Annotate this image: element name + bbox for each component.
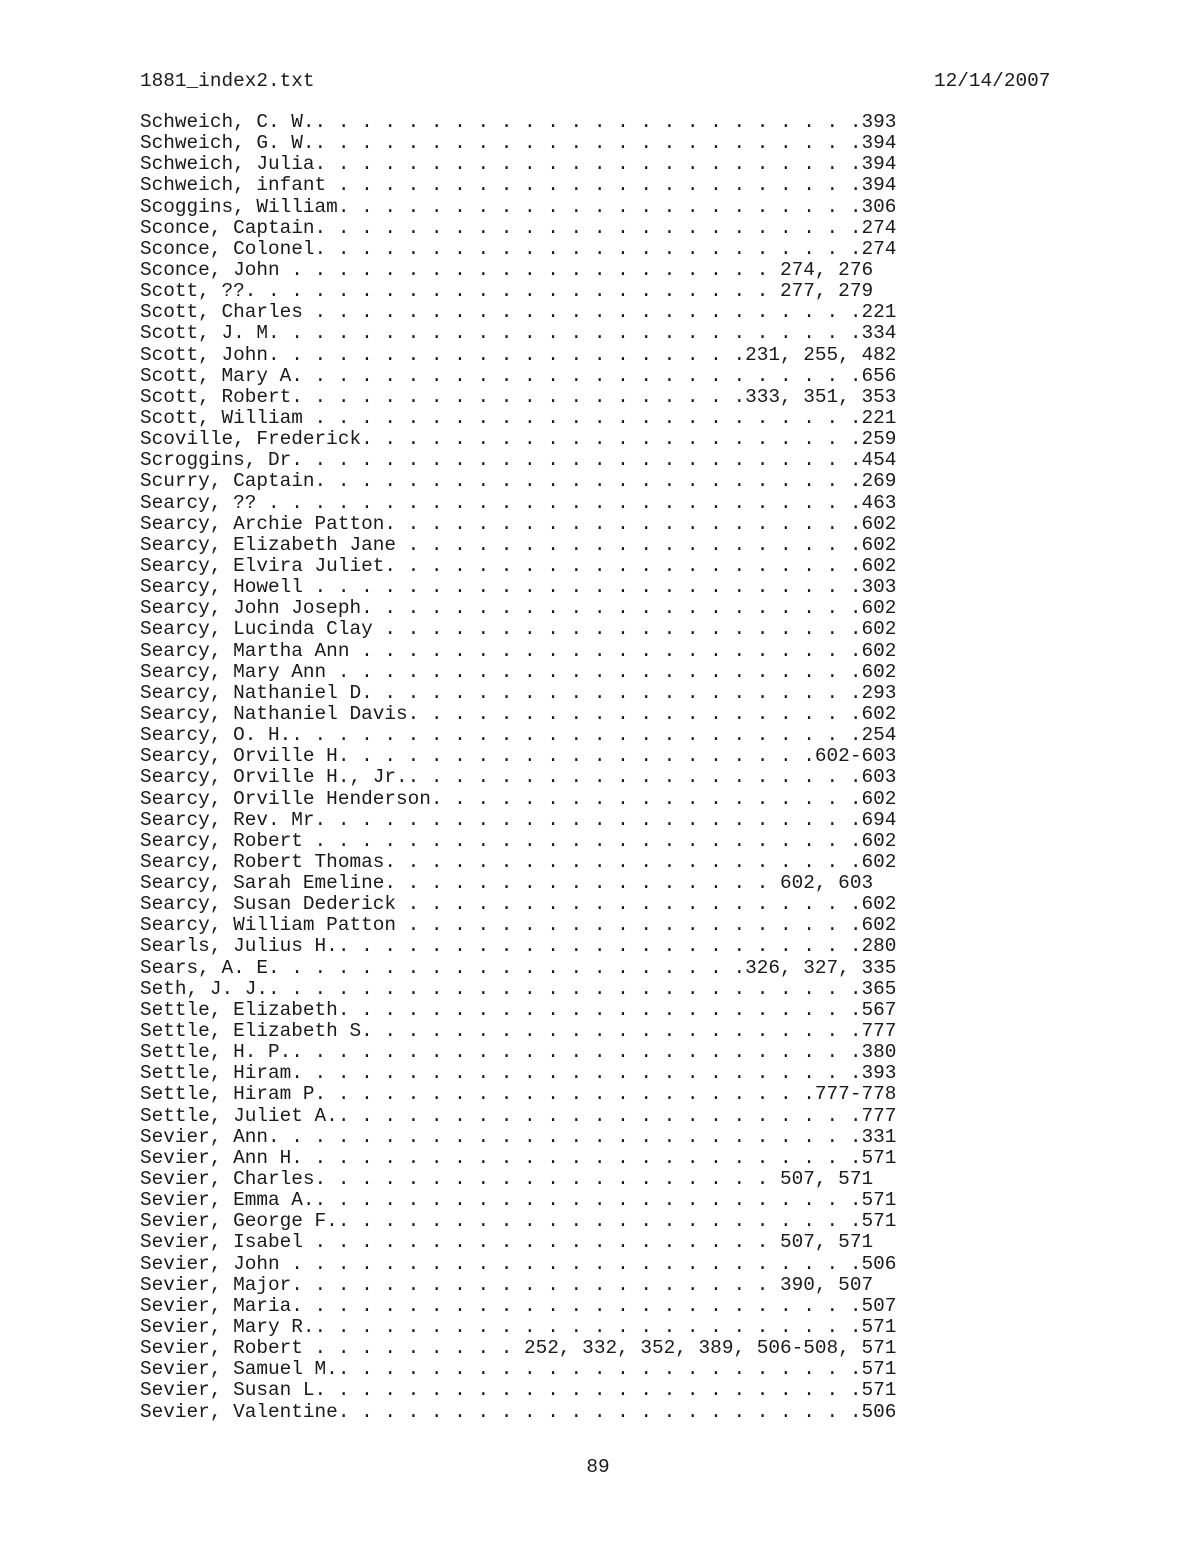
index-entry: Searcy, John Joseph. . . . . . . . . . . . . . . . . . . . . .602 — [140, 597, 897, 620]
index-entry: Sevier, Ann H. . . . . . . . . . . . . . . . . . . . . . . . .571 — [140, 1146, 897, 1169]
index-entry: Searcy, Sarah Emeline. . . . . . . . . . . . . . . . . 602, 603 — [140, 872, 874, 895]
index-entries-list — [140, 112, 896, 1423]
index-entry: Sears, A. E. . . . . . . . . . . . . . . . . . . . .326, 327, 335 — [140, 956, 897, 979]
index-entry: Searcy, ?? . . . . . . . . . . . . . . . . . . . . . . . . . .463 — [140, 491, 897, 514]
index-entry: Sconce, Captain. . . . . . . . . . . . . . . . . . . . . . . .274 — [140, 216, 897, 239]
index-entry: Sevier, Emma A.. . . . . . . . . . . . . . . . . . . . . . . .571 — [140, 1189, 897, 1212]
index-entry: Schweich, Julia. . . . . . . . . . . . . . . . . . . . . . . .394 — [140, 153, 897, 176]
index-entry: Searcy, Robert Thomas. . . . . . . . . . . . . . . . . . . . .602 — [140, 850, 897, 873]
index-entry: Searcy, Elvira Juliet. . . . . . . . . . . . . . . . . . . . .602 — [140, 554, 897, 577]
index-entry: Searcy, Howell . . . . . . . . . . . . . . . . . . . . . . . .303 — [140, 576, 897, 599]
index-entry: Sevier, Major. . . . . . . . . . . . . . . . . . . . . 390, 507 — [140, 1273, 874, 1296]
index-entry: Scoville, Frederick. . . . . . . . . . . . . . . . . . . . . .259 — [140, 428, 897, 451]
index-entry: Schweich, infant . . . . . . . . . . . . . . . . . . . . . . .394 — [140, 174, 897, 197]
index-entry: Settle, Juliet A.. . . . . . . . . . . . . . . . . . . . . . .777 — [140, 1104, 897, 1127]
index-entry: Scott, ??. . . . . . . . . . . . . . . . . . . . . . . 277, 279 — [140, 280, 874, 303]
index-entry: Schweich, C. W.. . . . . . . . . . . . . . . . . . . . . . . .393 — [140, 111, 897, 133]
index-entry: Searcy, Elizabeth Jane . . . . . . . . . . . . . . . . . . . .602 — [140, 533, 897, 556]
index-entry: Searcy, Rev. Mr. . . . . . . . . . . . . . . . . . . . . . . .694 — [140, 808, 897, 831]
index-entry: Searcy, Martha Ann . . . . . . . . . . . . . . . . . . . . . .602 — [140, 639, 897, 662]
index-entry: Sevier, Isabel . . . . . . . . . . . . . . . . . . . . 507, 571 — [140, 1231, 874, 1254]
index-entry: Settle, H. P.. . . . . . . . . . . . . . . . . . . . . . . . .380 — [140, 1041, 897, 1064]
index-entry: Sevier, John . . . . . . . . . . . . . . . . . . . . . . . . .506 — [140, 1252, 897, 1275]
index-entry: Sconce, John . . . . . . . . . . . . . . . . . . . . . 274, 276 — [140, 258, 874, 281]
index-entry: Sevier, Robert . . . . . . . . . 252, 332, 352, 389, 506-508, 571 — [140, 1337, 897, 1360]
index-entry: Searcy, Susan Dederick . . . . . . . . . . . . . . . . . . . .602 — [140, 893, 897, 916]
index-entry: Searcy, Orville H., Jr.. . . . . . . . . . . . . . . . . . . .603 — [140, 766, 897, 789]
index-entry: Sevier, Valentine. . . . . . . . . . . . . . . . . . . . . . .506 — [140, 1400, 897, 1423]
index-entry: Searcy, Mary Ann . . . . . . . . . . . . . . . . . . . . . . .602 — [140, 660, 897, 683]
index-entry: Sevier, Samuel M.. . . . . . . . . . . . . . . . . . . . . . .571 — [140, 1358, 897, 1381]
index-entry: Scott, Mary A. . . . . . . . . . . . . . . . . . . . . . . . .656 — [140, 364, 897, 387]
index-entry: Sevier, Susan L. . . . . . . . . . . . . . . . . . . . . . . .571 — [140, 1379, 897, 1402]
index-entry: Sevier, Ann. . . . . . . . . . . . . . . . . . . . . . . . . .331 — [140, 1125, 897, 1148]
index-entry: Searcy, Robert . . . . . . . . . . . . . . . . . . . . . . . .602 — [140, 829, 897, 852]
index-entry: Searcy, Lucinda Clay . . . . . . . . . . . . . . . . . . . . .602 — [140, 618, 897, 641]
index-entry: Sconce, Colonel. . . . . . . . . . . . . . . . . . . . . . . .274 — [140, 237, 897, 260]
index-entry: Scott, John. . . . . . . . . . . . . . . . . . . . .231, 255, 482 — [140, 343, 897, 366]
index-entry: Sevier, George F.. . . . . . . . . . . . . . . . . . . . . . .571 — [140, 1210, 897, 1233]
index-entry: Searcy, Nathaniel D. . . . . . . . . . . . . . . . . . . . . .293 — [140, 681, 897, 704]
index-entry: Searcy, Orville H. . . . . . . . . . . . . . . . . . . . .602-603 — [140, 745, 897, 768]
document-filename: 1881_index2.txt — [140, 70, 315, 92]
index-entry: Sevier, Charles. . . . . . . . . . . . . . . . . . . . 507, 571 — [140, 1168, 874, 1191]
index-entry: Scoggins, William. . . . . . . . . . . . . . . . . . . . . . .306 — [140, 195, 897, 218]
index-entry: Searcy, William Patton . . . . . . . . . . . . . . . . . . . .602 — [140, 914, 897, 937]
index-entry: Scroggins, Dr. . . . . . . . . . . . . . . . . . . . . . . . .454 — [140, 449, 897, 472]
index-entry: Sevier, Mary R.. . . . . . . . . . . . . . . . . . . . . . . .571 — [140, 1316, 897, 1339]
index-entry: Searcy, Orville Henderson. . . . . . . . . . . . . . . . . . .602 — [140, 787, 897, 810]
index-entry: Sevier, Maria. . . . . . . . . . . . . . . . . . . . . . . . .507 — [140, 1294, 897, 1317]
index-entry: Seth, J. J.. . . . . . . . . . . . . . . . . . . . . . . . . .365 — [140, 977, 897, 1000]
index-entry: Scott, William . . . . . . . . . . . . . . . . . . . . . . . .221 — [140, 406, 897, 429]
index-entry: Scurry, Captain. . . . . . . . . . . . . . . . . . . . . . . .269 — [140, 470, 897, 493]
document-date: 12/14/2007 — [934, 70, 1051, 92]
index-entry: Searls, Julius H.. . . . . . . . . . . . . . . . . . . . . . .280 — [140, 935, 897, 958]
index-entry: Scott, Robert. . . . . . . . . . . . . . . . . . . .333, 351, 353 — [140, 385, 897, 408]
index-entry: Scott, Charles . . . . . . . . . . . . . . . . . . . . . . . .221 — [140, 301, 897, 324]
index-entry: Searcy, O. H.. . . . . . . . . . . . . . . . . . . . . . . . .254 — [140, 724, 897, 747]
page-number: 89 — [586, 1456, 610, 1478]
index-entry: Searcy, Nathaniel Davis. . . . . . . . . . . . . . . . . . . .602 — [140, 702, 897, 725]
index-entry: Settle, Hiram. . . . . . . . . . . . . . . . . . . . . . . . .393 — [140, 1062, 897, 1085]
index-entry: Schweich, G. W.. . . . . . . . . . . . . . . . . . . . . . . .394 — [140, 132, 897, 155]
index-entry: Searcy, Archie Patton. . . . . . . . . . . . . . . . . . . . .602 — [140, 512, 897, 535]
index-entry: Settle, Elizabeth S. . . . . . . . . . . . . . . . . . . . . .777 — [140, 1020, 897, 1043]
index-entry: Settle, Hiram P. . . . . . . . . . . . . . . . . . . . . .777-778 — [140, 1083, 897, 1106]
index-entry: Scott, J. M. . . . . . . . . . . . . . . . . . . . . . . . . .334 — [140, 322, 897, 345]
index-entry: Settle, Elizabeth. . . . . . . . . . . . . . . . . . . . . . .567 — [140, 998, 897, 1021]
